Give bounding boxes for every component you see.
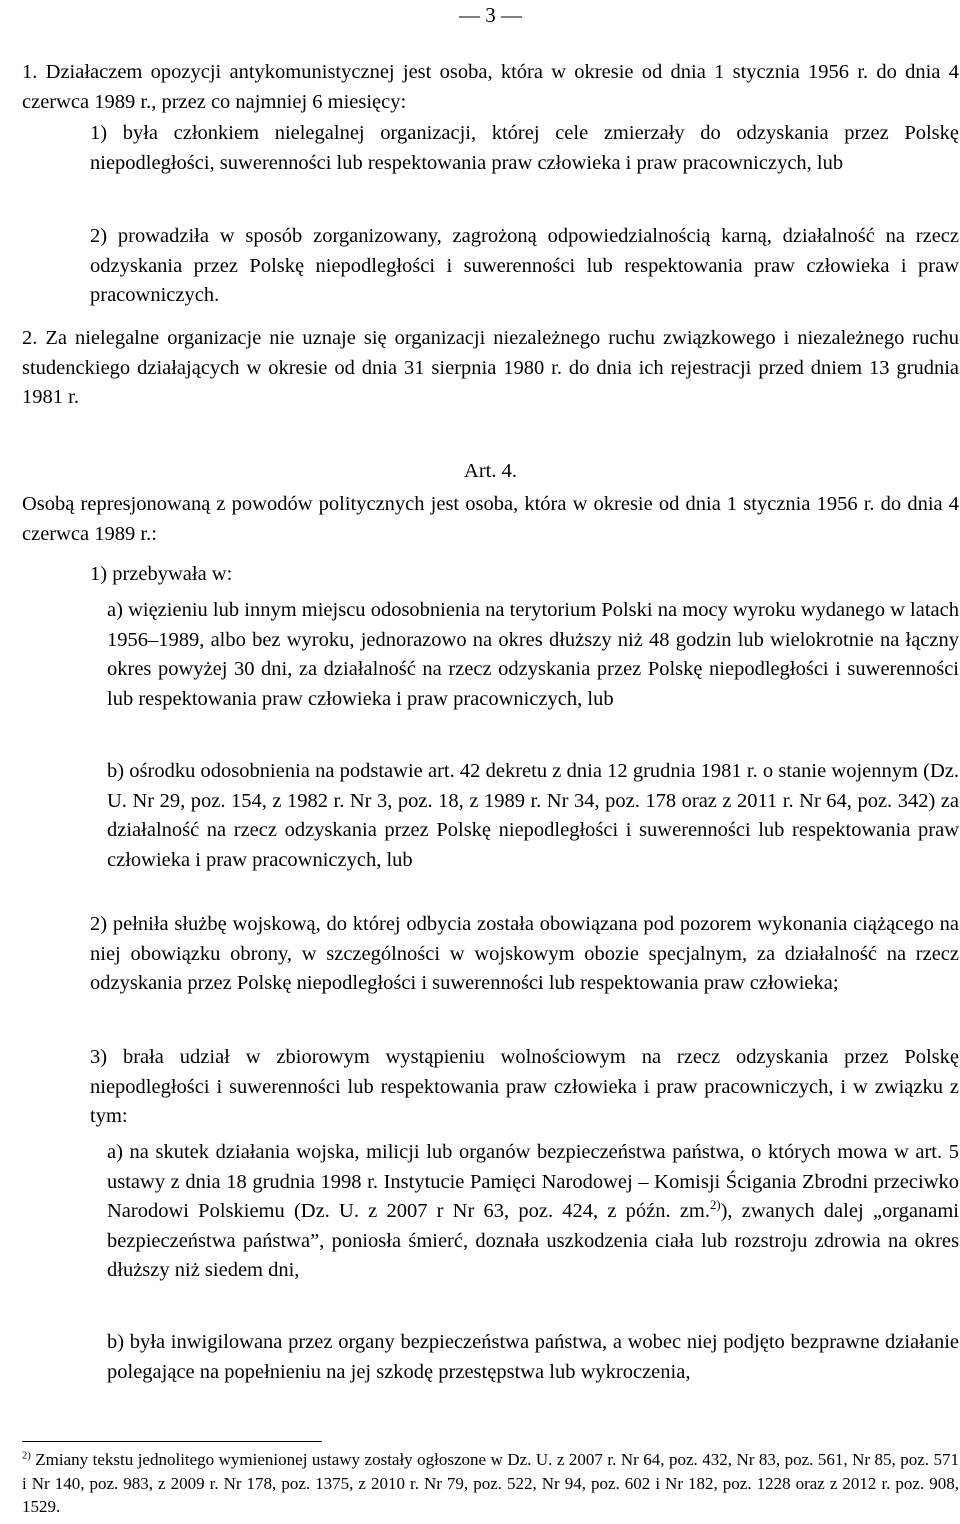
article-4-point-1a: a) więzieniu lub innym miejscu odosobnienia na terytorium Polski na mocy wyroku wydanego w latach 1956–1989, albo bez wyroku, jednorazowo na okres dłuższy niż 48 godzin lub wielokrotnie na łączny okres powyżej 30 dni, za działalność na rzecz odzyskania przez Polskę niepodległości i suwerenności lub respektowania praw człowieka i praw pracowniczych, lub (107, 599, 959, 710)
footnote (22, 1448, 959, 1519)
article-4-point-2: 2) pełniła służbę wojskową, do której odbycia została obowiązana pod pozorem wykonania ciążącego na niej obowiązku obrony, w szczególności w wojskowym obozie specjalnym, za działalność na rzecz odzyskania przez Polskę niepodległości i suwerenności lub respektowania praw człowieka; (90, 913, 959, 995)
footnote-marker: 2) (22, 1450, 31, 1462)
article-4-point-3b: b) była inwigilowana przez organy bezpieczeństwa państwa, a wobec niej podjęto bezprawne działanie polegające na popełnieniu na jej szkodę przestępstwa lub wykroczenia, (107, 1331, 959, 1383)
paragraph-2: 2. Za nielegalne organizacje nie uznaje się organizacji niezależnego ruchu związkowego i niezależnego ruchu studenckiego działających w okresie od dnia 31 sierpnia 1980 r. do dnia ich rejestracji przed dniem 13 grudnia 1981 r. (22, 327, 959, 409)
document-page (22, 0, 959, 1524)
page-number: — 3 — (459, 3, 522, 27)
article-4-point-1: 1) przebywała w: (90, 563, 233, 585)
paragraph-1-point-1: 1) była członkiem nielegalnej organizacji, której cele zmierzały do odzyskania przez Polskę niepodległości, suwerenności lub respektowania praw człowieka i praw pracowniczych, lub (90, 122, 959, 174)
footnote-separator (22, 1441, 322, 1442)
article-4-point-3a-text-after: ), zwanych dalej „organami bezpieczeństwa państwa”, poniosła śmierć, doznała uszkodzenia ciała lub rozstroju zdrowia na okres dłuższy niż siedem dni, (107, 1200, 959, 1282)
article-4-point-1b: b) ośrodku odosobnienia na podstawie art. 42 dekretu z dnia 12 grudnia 1981 r. o stanie wojennym (Dz. U. Nr 29, poz. 154, z 1982 r. Nr 3, poz. 18, z 1989 r. Nr 34, poz. 178 oraz z 2011 r. Nr 64, poz. 342) za działalność na rzecz odzyskania przez Polskę niepodległości i suwerenności lub respektowania praw człowieka i praw pracowniczych, lub (107, 760, 959, 871)
article-4-point-3: 3) brała udział w zbiorowym wystąpieniu wolnościowym na rzecz odzyskania przez Polskę niepodległości i suwerenności lub respektowania praw człowieka i praw pracowniczych, i w związku z tym: (90, 1046, 959, 1128)
article-4-point-3a (107, 1138, 959, 1286)
paragraph-1: 1. Działaczem opozycji antykomunistycznej jest osoba, która w okresie od dnia 1 stycznia 1956 r. do dnia 4 czerwca 1989 r., przez co najmniej 6 miesięcy: (22, 61, 959, 113)
footnote-text: Zmiany tekstu jednolitego wymienionej ustawy zostały ogłoszone w Dz. U. z 2007 r. Nr 64, poz. 432, Nr 83, poz. 561, Nr 85, poz. 571 i Nr 140, poz. 983, z 2009 r. Nr 178, poz. 1375, z 2010 r. Nr 79, poz. 522, Nr 94, poz. 602 i Nr 182, poz. 1228 oraz z 2012 r. poz. 908, 1529. (22, 1450, 959, 1516)
article-4-point-3a-text-before: a) na skutek działania wojska, milicji lub organów bezpieczeństwa państwa, o których mowa w art. 5 ustawy z dnia 18 grudnia 1998 r. Instytucie Pamięci Narodowej – Komisji Ścigania Zbrodni przeciwko Narodowi Polskiemu (Dz. U. z 2007 r Nr 63, poz. 424, z późn. zm. (107, 1141, 959, 1223)
footnote-reference[interactable]: 2) (710, 1198, 721, 1213)
article-4-heading: Art. 4. (464, 460, 517, 482)
article-4-intro: Osobą represjonowaną z powodów politycznych jest osoba, która w okresie od dnia 1 stycznia 1956 r. do dnia 4 czerwca 1989 r.: (22, 493, 959, 545)
paragraph-1-point-2: 2) prowadziła w sposób zorganizowany, zagrożoną odpowiedzialnością karną, działalność na rzecz odzyskania przez Polskę niepodległości i suwerenności lub respektowania praw człowieka i praw pracowniczych. (90, 225, 959, 307)
